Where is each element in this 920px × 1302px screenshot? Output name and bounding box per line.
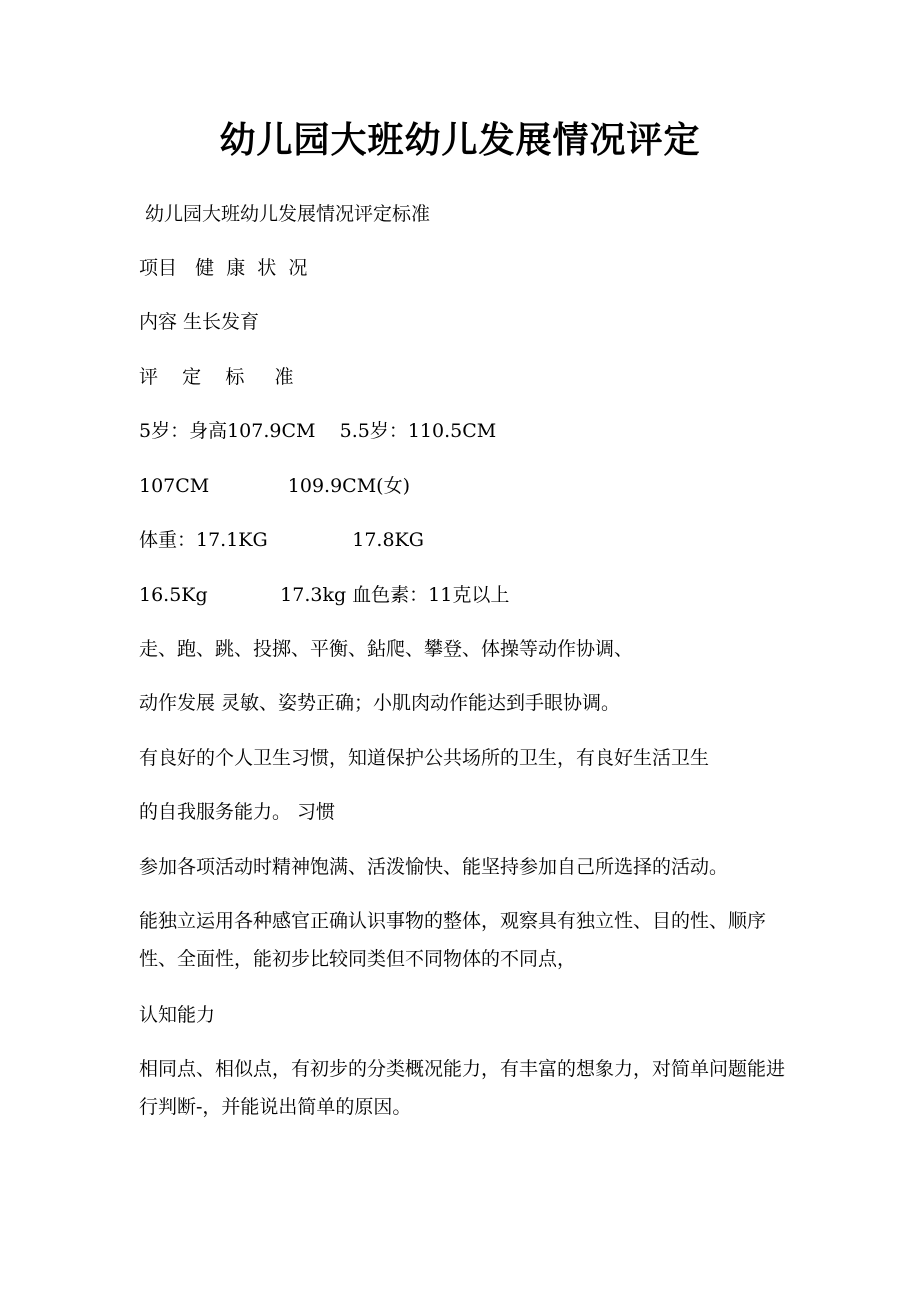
motor-line-1: 走、跑、跳、投掷、平衡、鉆爬、攀登、体操等动作协调、 (139, 638, 634, 660)
cognitive-label: 认知能力 (139, 1004, 216, 1026)
content-line: 内容 生长发育 (139, 311, 260, 333)
criteria-line: 评 定 标 准 (139, 366, 294, 388)
activity-line: 参加各项活动时精神饱满、活泼愉快、能坚持参加自己所选择的活动。 (139, 856, 729, 878)
motor-line-2: 动作发展 灵敏、姿势正确；小肌肉动作能达到手眼协调。 (139, 692, 621, 714)
senses-paragraph: 能独立运用各种感官正确认识事物的整体，观察具有独立性、目的性、顺序性、全面性，能初步比较同类但不同物体的不同点， (139, 910, 767, 970)
project-line: 项目 健 康 状 况 (139, 257, 308, 279)
height-line: 5岁：身高107.9CM 5.5岁：110.5CM (139, 420, 497, 442)
height-female-line: 107CM 109.9CM(女) (139, 475, 410, 497)
classify-paragraph: 相同点、相似点，有初步的分类概况能力，有丰富的想象力，对简单问题能进行判断-，并能说出简单的原因。 (139, 1058, 786, 1118)
hygiene-line-2: 的自我服务能力。 习惯 (139, 801, 336, 823)
subtitle-line: 幼儿园大班幼儿发展情况评定标准 (139, 203, 431, 225)
document-title: 幼儿园大班幼儿发展情况评定 (219, 119, 701, 161)
weight-female-line: 16.5Kg 17.3kg 血色素：11克以上 (139, 584, 510, 606)
hygiene-line-1: 有良好的个人卫生习惯，知道保护公共场所的卫生，有良好生活卫生 (139, 747, 710, 769)
weight-line: 体重：17.1KG 17.8KG (139, 529, 424, 551)
